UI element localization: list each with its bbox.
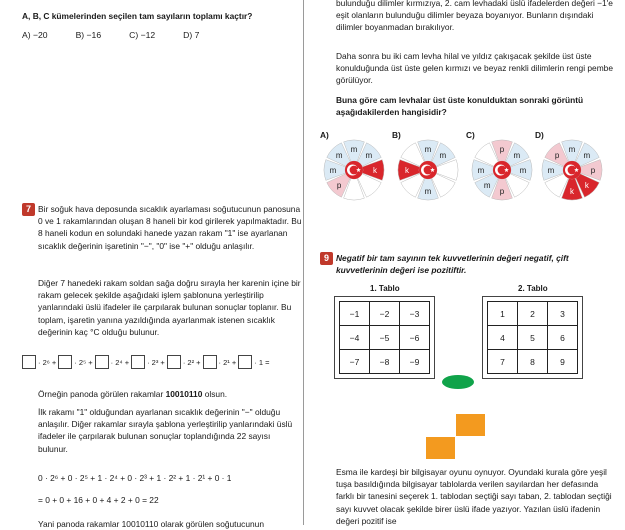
table2-cell: 7 <box>488 350 518 374</box>
q7-example-end: olsun. <box>202 389 228 399</box>
template-box <box>238 355 252 369</box>
q8-paragraph-1: bulunduğu dilimler kırmızıya, 2. cam levhadaki üslü ifadelerden değeri −1'e eşit olanların bulunduğu dilimler beyaza boyanıyor. Bunların dışındaki dilimler boyanmadan bırakılıyor. <box>336 0 613 33</box>
q7-paragraph-1: Bir soğuk hava deposunda sıcaklık ayarlaması soğutucunun panosuna 0 ve 1 rakamlarından oluşan 8 haneli bir kod girilerek yapılmaktadır. Bu 8 haneli kodun en solundaki hanede yazan rakam "1" ise ayarlanan sıcaklık değerinin işaretinin "−", "0" ise "+" olduğu anlaşılır. <box>38 204 302 251</box>
fan-slice-label: m <box>365 151 373 161</box>
q8-option-a-label[interactable]: A) <box>320 130 329 140</box>
template-term: · 2⁴ + <box>110 357 130 367</box>
fan-slice-label: m <box>424 187 432 196</box>
q6-question: A, B, C kümelerinden seçilen tam sayıların toplamı kaçtır? <box>22 11 253 21</box>
fan-slice-label: p <box>499 145 505 154</box>
fan-slice-label: k <box>405 166 409 175</box>
q8-option-d-label[interactable]: D) <box>535 130 544 140</box>
template-box <box>167 355 181 369</box>
crescent-inner <box>568 166 577 175</box>
fan-slice-label: m <box>519 166 527 175</box>
q8-paragraph-2: Daha sonra bu iki cam levha hilal ve yıldız çakışacak şekilde üst üste konulduğunda üst üste gelen kırmızı ve beyaz renkli dilimlerin rengi pembe görülüyor. <box>336 51 613 86</box>
q7-calc-2: = 0 + 0 + 16 + 0 + 4 + 2 + 0 = 22 <box>38 495 159 505</box>
table2-cell: 1 <box>488 302 518 326</box>
table-2 <box>482 296 583 379</box>
fan-option-a[interactable] <box>322 138 386 202</box>
template-box <box>95 355 109 369</box>
table2-cell: 3 <box>548 302 578 326</box>
fan-slice-label: m <box>547 166 555 175</box>
question-number-9: 9 <box>320 252 333 265</box>
q7-example-intro: Örneğin panoda görülen rakamlar <box>38 389 166 399</box>
table1-cell: −5 <box>370 326 400 350</box>
q8-option-b-label[interactable]: B) <box>392 130 401 140</box>
table-1-title: 1. Tablo <box>370 284 400 293</box>
crescent-inner <box>350 166 359 175</box>
table1-cell: −4 <box>340 326 370 350</box>
q6-option-a[interactable]: A) −20 <box>22 30 48 40</box>
fan-slice-label: k <box>373 166 377 175</box>
table1-cell: −1 <box>340 302 370 326</box>
table2-cell: 6 <box>548 326 578 350</box>
q6-option-d[interactable]: D) 7 <box>183 30 200 40</box>
fan-slice-label: p <box>336 180 342 190</box>
q7-cut-line: Yani panoda rakamlar 10010110 olarak görülen soğutucunun <box>38 519 264 529</box>
fan-slice-label: k <box>584 180 589 190</box>
fan-slice-label: m <box>583 151 591 161</box>
fan-slice-label: p <box>554 151 560 161</box>
table-1 <box>334 296 435 379</box>
fan-slice-label: m <box>439 151 447 161</box>
fan-slice-label: m <box>568 145 576 154</box>
q9-statement: Negatif bir tam sayının tek kuvvetlerinin değeri negatif, çift kuvvetlerinin değeri ise pozitiftir. <box>336 253 569 276</box>
q8-question: Buna göre cam levhalar üst üste konulduktan sonraki görüntü aşağıdakilerden hangisidir? <box>336 95 584 118</box>
table1-cell: −8 <box>370 350 400 374</box>
table2-cell: 2 <box>518 302 548 326</box>
q7-paragraph-3: İlk rakamı "1" olduğundan ayarlanan sıcaklık değerinin "−" olduğu anlaşılır. Diğer rakamlar sırayla şablona yerleştirilip yanlarındaki üslü ifadeler ile çarpılarak bulunan sonuçlar toplandığında 22 sayısı bulunur. <box>38 407 293 454</box>
template-term: · 2³ + <box>147 357 165 367</box>
fan-option-c[interactable] <box>470 138 534 202</box>
fan-slice-label: m <box>350 145 358 154</box>
table1-cell: −9 <box>400 350 430 374</box>
green-button-icon[interactable] <box>442 375 474 389</box>
q7-paragraph-2: Diğer 7 hanedeki rakam soldan sağa doğru sırayla her karenin içine bir rakam gelecek şekilde aşağıdaki işlem şablonuna yerleştirilip yanlarındaki üslü ifadeler ile çarpılarak bulunan sonuçlar toplanır. Bu toplam, işaretin yanına yazıldığında ayarlanmak istenen sıcaklık değerinin kaç °C olduğu bulunur. <box>38 278 301 337</box>
template-box <box>22 355 36 369</box>
template-term: · 1 = <box>254 357 270 367</box>
q6-option-b[interactable]: B) −16 <box>75 30 102 40</box>
table1-cell: −3 <box>400 302 430 326</box>
crescent-inner <box>424 166 433 175</box>
table1-cell: −7 <box>340 350 370 374</box>
template-term: · 2⁶ + <box>38 357 57 367</box>
template-term: · 2² + <box>182 357 201 367</box>
table1-cell: −2 <box>370 302 400 326</box>
table1-cell: −6 <box>400 326 430 350</box>
crescent-inner <box>498 166 507 175</box>
template-term: · 2⁵ + <box>74 357 93 367</box>
q7-template <box>20 355 269 369</box>
fan-slice-label: p <box>499 187 505 196</box>
orange-block-lower <box>426 437 455 459</box>
template-box <box>131 355 145 369</box>
q6-options <box>22 30 213 40</box>
fan-slice-label: m <box>513 151 521 161</box>
fan-option-d[interactable] <box>540 138 604 202</box>
question-number-7: 7 <box>22 203 35 216</box>
fan-slice-label: m <box>329 166 337 175</box>
q7-example <box>38 388 302 400</box>
fan-slice-label: p <box>590 166 596 175</box>
fan-slice-label: m <box>477 166 485 175</box>
q7-example-code: 10010110 <box>165 389 203 399</box>
fan-slice-label: m <box>483 180 491 190</box>
table2-cell: 4 <box>488 326 518 350</box>
fan-slice-label: k <box>570 187 574 196</box>
fan-slice-label: m <box>335 151 343 161</box>
table2-cell: 5 <box>518 326 548 350</box>
q6-option-c[interactable]: C) −12 <box>129 30 156 40</box>
fan-slice-label: m <box>424 145 432 154</box>
table2-cell: 8 <box>518 350 548 374</box>
q9-paragraph-1: Esma ile kardeşi bir bilgisayar oyunu oynuyor. Oyundaki kurala göre yeşil tuşa basıldığında bilgisayar tablolarda verilen sayılardan her defasında farklı bir tanesini seçerek 1. tablodan seçtiği sayı taban, 2. tablodan seçtiği sayı kuvvet olacak şekilde birer üslü ifade yazıyor. Yazılan üslü ifadenin değeri pozitif ise <box>336 467 612 526</box>
template-term: · 2¹ + <box>218 357 237 367</box>
q8-option-c-label[interactable]: C) <box>466 130 475 140</box>
fan-option-b[interactable] <box>396 138 460 202</box>
table-2-title: 2. Tablo <box>518 284 548 293</box>
table2-cell: 9 <box>548 350 578 374</box>
orange-block-upper <box>456 414 485 436</box>
template-box <box>203 355 217 369</box>
q7-calc-1: 0 · 2⁶ + 0 · 2⁵ + 1 · 2⁴ + 0 · 2³ + 1 · 2² + 1 · 2¹ + 0 · 1 <box>38 473 232 483</box>
template-box <box>58 355 72 369</box>
column-divider <box>303 0 304 525</box>
